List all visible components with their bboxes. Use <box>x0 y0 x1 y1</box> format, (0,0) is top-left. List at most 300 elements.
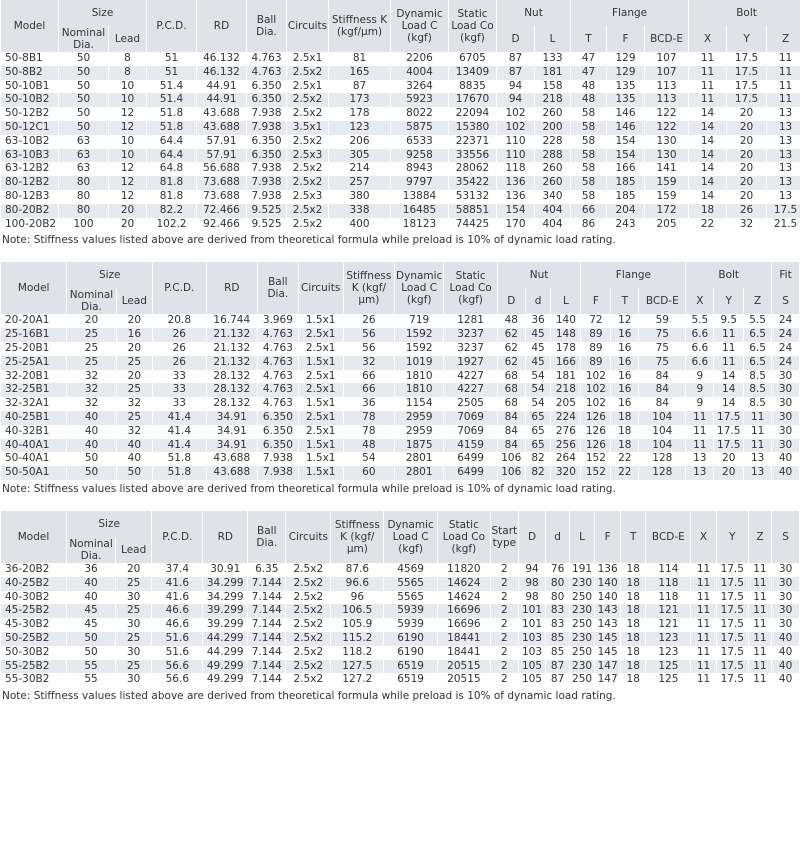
value-cell: 24 <box>772 328 800 342</box>
value-cell: 30 <box>772 425 800 439</box>
value-cell: 13884 <box>391 190 449 204</box>
value-cell: 9 <box>686 383 714 397</box>
value-cell: 62 <box>497 356 525 370</box>
value-cell: 57.91 <box>197 135 247 149</box>
value-cell: 21.132 <box>206 342 257 356</box>
value-cell: 230 <box>569 660 595 674</box>
value-cell: 83 <box>546 618 569 632</box>
value-cell: 84 <box>639 383 686 397</box>
value-cell: 51.8 <box>153 452 207 466</box>
value-cell: 2.5x2 <box>287 162 329 176</box>
value-cell: 2801 <box>395 466 444 480</box>
value-cell: 7.938 <box>258 452 299 466</box>
value-cell: 185 <box>607 176 645 190</box>
value-cell: 68 <box>497 397 525 411</box>
header-lead: Lead <box>116 537 152 563</box>
value-cell: 123 <box>329 121 391 135</box>
header-circuits: Circuits <box>298 262 343 314</box>
value-cell: 2 <box>491 591 519 605</box>
value-cell: 66 <box>343 383 394 397</box>
value-cell: 10 <box>109 93 147 107</box>
value-cell: 5939 <box>384 618 437 632</box>
value-cell: 21.132 <box>206 356 257 370</box>
value-cell: 9.525 <box>247 218 287 232</box>
header-model: Model <box>1 0 59 52</box>
value-cell: 13 <box>767 121 800 135</box>
value-cell: 17.5 <box>716 604 748 618</box>
value-cell: 145 <box>595 646 621 660</box>
value-cell: 17.5 <box>714 411 744 425</box>
value-cell: 16696 <box>437 618 490 632</box>
value-cell: 57.91 <box>197 149 247 163</box>
value-cell: 11 <box>748 591 771 605</box>
model-cell: 80-20B2 <box>1 204 59 218</box>
value-cell: 7.938 <box>247 121 287 135</box>
value-cell: 10 <box>109 80 147 94</box>
value-cell: 36 <box>67 563 116 577</box>
value-cell: 45 <box>67 604 116 618</box>
value-cell: 11 <box>691 618 717 632</box>
value-cell: 11 <box>744 439 772 453</box>
table-row <box>1 411 800 425</box>
value-cell: 65 <box>525 411 551 425</box>
value-cell: 55 <box>67 673 116 687</box>
value-cell: 16 <box>611 342 639 356</box>
value-cell: 400 <box>329 218 391 232</box>
value-cell: 170 <box>497 218 535 232</box>
value-cell: 43.688 <box>206 466 257 480</box>
value-cell: 2.5x2 <box>286 646 331 660</box>
value-cell: 159 <box>645 176 689 190</box>
value-cell: 11 <box>686 411 714 425</box>
value-cell: 58 <box>571 149 607 163</box>
value-cell: 30 <box>116 646 152 660</box>
value-cell: 2.5x2 <box>286 660 331 674</box>
value-cell: 49.299 <box>203 660 248 674</box>
value-cell: 72.466 <box>197 204 247 218</box>
value-cell: 82.2 <box>147 204 197 218</box>
value-cell: 17.5 <box>716 591 748 605</box>
value-cell: 20 <box>727 135 767 149</box>
value-cell: 18441 <box>437 646 490 660</box>
value-cell: 6519 <box>384 660 437 674</box>
value-cell: 40 <box>116 439 152 453</box>
value-cell: 224 <box>551 411 581 425</box>
value-cell: 44.91 <box>197 80 247 94</box>
value-cell: 12 <box>109 121 147 135</box>
value-cell: 40 <box>772 632 800 646</box>
value-cell: 4569 <box>384 563 437 577</box>
value-cell: 43.688 <box>206 452 257 466</box>
header-pcd: P.C.D. <box>153 262 207 314</box>
ballscrew-spec-table-3 <box>0 511 800 687</box>
value-cell: 260 <box>535 107 571 121</box>
value-cell: 41.6 <box>152 591 203 605</box>
value-cell: 56 <box>343 342 394 356</box>
value-cell: 30 <box>772 383 800 397</box>
value-cell: 15380 <box>449 121 497 135</box>
table-row <box>1 93 800 107</box>
value-cell: 3.969 <box>258 314 299 328</box>
value-cell: 4227 <box>444 383 498 397</box>
value-cell: 58 <box>571 162 607 176</box>
header-dynamic-load: Dynamic Load C (kgf) <box>384 511 437 563</box>
value-cell: 24 <box>772 342 800 356</box>
table-3-note: Note: Stiffness values listed above are derived from theoretical formula while preload is 10% of dynamic load rating. <box>2 690 616 703</box>
value-cell: 126 <box>581 439 611 453</box>
model-cell: 40-30B2 <box>1 591 67 605</box>
value-cell: 5939 <box>384 604 437 618</box>
value-cell: 11 <box>691 660 717 674</box>
value-cell: 104 <box>639 425 686 439</box>
value-cell: 4.763 <box>258 370 299 384</box>
value-cell: 250 <box>569 646 595 660</box>
value-cell: 85 <box>546 646 569 660</box>
header-static-load: Static Load Co (kgf) <box>444 262 498 314</box>
header-nut: Nut <box>497 262 581 288</box>
value-cell: 51 <box>147 52 197 66</box>
value-cell: 41.4 <box>153 439 207 453</box>
value-cell: 2.5x2 <box>287 135 329 149</box>
table-row <box>1 121 800 135</box>
model-cell: 63-10B2 <box>1 135 59 149</box>
value-cell: 20 <box>67 314 116 328</box>
value-cell: 32 <box>343 356 394 370</box>
table-row <box>1 439 800 453</box>
value-cell: 44.91 <box>197 93 247 107</box>
value-cell: 104 <box>639 439 686 453</box>
value-cell: 147 <box>595 673 621 687</box>
header-bolt: Bolt <box>689 0 800 26</box>
value-cell: 22 <box>689 218 727 232</box>
value-cell: 20 <box>116 314 152 328</box>
value-cell: 11 <box>767 93 800 107</box>
value-cell: 8.5 <box>744 370 772 384</box>
value-cell: 30.91 <box>203 563 248 577</box>
value-cell: 154 <box>607 149 645 163</box>
value-cell: 145 <box>595 632 621 646</box>
value-cell: 45 <box>525 342 551 356</box>
value-cell: 33 <box>153 397 207 411</box>
value-cell: 47 <box>571 66 607 80</box>
value-cell: 34.299 <box>203 577 248 591</box>
model-cell: 40-40A1 <box>1 439 67 453</box>
value-cell: 118 <box>497 162 535 176</box>
header-ball-dia: Ball Dia. <box>258 262 299 314</box>
table-row <box>1 646 800 660</box>
value-cell: 14 <box>689 107 727 121</box>
value-cell: 11 <box>686 425 714 439</box>
header-bolt-y: Y <box>727 26 767 52</box>
header-nominal-dia: Nominal Dia. <box>67 288 116 314</box>
header-F: F <box>595 511 621 563</box>
value-cell: 80 <box>546 577 569 591</box>
table-row <box>1 162 800 176</box>
value-cell: 34.299 <box>203 591 248 605</box>
model-cell: 50-8B1 <box>1 52 59 66</box>
value-cell: 18 <box>689 204 727 218</box>
value-cell: 13 <box>767 135 800 149</box>
value-cell: 8 <box>109 66 147 80</box>
value-cell: 4.763 <box>247 52 287 66</box>
value-cell: 6.350 <box>258 439 299 453</box>
value-cell: 11 <box>767 52 800 66</box>
value-cell: 13 <box>767 149 800 163</box>
value-cell: 96.6 <box>331 577 384 591</box>
value-cell: 17.5 <box>716 618 748 632</box>
table-row <box>1 425 800 439</box>
value-cell: 94 <box>518 563 546 577</box>
value-cell: 26 <box>153 328 207 342</box>
table-row <box>1 328 800 342</box>
value-cell: 40 <box>772 660 800 674</box>
value-cell: 6.5 <box>744 356 772 370</box>
value-cell: 320 <box>551 466 581 480</box>
value-cell: 20 <box>727 190 767 204</box>
value-cell: 37.4 <box>152 563 203 577</box>
value-cell: 8.5 <box>744 383 772 397</box>
value-cell: 4159 <box>444 439 498 453</box>
value-cell: 181 <box>551 370 581 384</box>
value-cell: 25 <box>116 356 152 370</box>
value-cell: 2.5x1 <box>298 383 343 397</box>
value-cell: 50 <box>59 93 109 107</box>
header-model: Model <box>1 262 67 314</box>
value-cell: 58 <box>571 107 607 121</box>
model-cell: 50-50A1 <box>1 466 67 480</box>
value-cell: 1281 <box>444 314 498 328</box>
value-cell: 73.688 <box>197 190 247 204</box>
value-cell: 6.35 <box>248 563 286 577</box>
value-cell: 102 <box>581 383 611 397</box>
model-cell: 32-32A1 <box>1 397 67 411</box>
value-cell: 14 <box>689 162 727 176</box>
header-nut-l: L <box>535 26 571 52</box>
model-cell: 25-16B1 <box>1 328 67 342</box>
value-cell: 20515 <box>437 660 490 674</box>
value-cell: 59 <box>639 314 686 328</box>
value-cell: 81.8 <box>147 176 197 190</box>
value-cell: 63 <box>59 149 109 163</box>
table-row <box>1 218 800 232</box>
value-cell: 107 <box>645 66 689 80</box>
value-cell: 32 <box>67 370 116 384</box>
value-cell: 51 <box>147 66 197 80</box>
value-cell: 125 <box>646 660 691 674</box>
header-flange: Flange <box>571 0 689 26</box>
value-cell: 40 <box>67 439 116 453</box>
value-cell: 58 <box>571 176 607 190</box>
value-cell: 39.299 <box>203 604 248 618</box>
header-nut: Nut <box>497 0 571 26</box>
value-cell: 50 <box>59 80 109 94</box>
value-cell: 6.6 <box>686 356 714 370</box>
value-cell: 1592 <box>395 342 444 356</box>
value-cell: 2.5x2 <box>286 604 331 618</box>
value-cell: 18441 <box>437 632 490 646</box>
value-cell: 14624 <box>437 577 490 591</box>
value-cell: 87 <box>329 80 391 94</box>
value-cell: 103 <box>518 632 546 646</box>
value-cell: 7.938 <box>258 466 299 480</box>
value-cell: 107 <box>645 52 689 66</box>
header-S: S <box>772 511 800 563</box>
table-2-note: Note: Stiffness values listed above are derived from theoretical formula while preload is 10% of dynamic load rating. <box>2 482 616 495</box>
value-cell: 56 <box>343 328 394 342</box>
value-cell: 3237 <box>444 328 498 342</box>
value-cell: 58 <box>571 121 607 135</box>
value-cell: 11 <box>691 632 717 646</box>
value-cell: 260 <box>535 176 571 190</box>
header-nominal-dia: Nominal Dia. <box>59 26 109 52</box>
value-cell: 380 <box>329 190 391 204</box>
value-cell: 12 <box>109 162 147 176</box>
value-cell: 11 <box>691 577 717 591</box>
model-cell: 36-20B2 <box>1 563 67 577</box>
header-stiffness: Stiffness K (kgf/μm) <box>331 511 384 563</box>
value-cell: 8 <box>109 52 147 66</box>
value-cell: 82 <box>525 466 551 480</box>
value-cell: 11 <box>748 563 771 577</box>
value-cell: 24 <box>772 356 800 370</box>
value-cell: 18 <box>620 604 646 618</box>
value-cell: 75 <box>639 328 686 342</box>
value-cell: 14 <box>689 121 727 135</box>
table-row <box>1 66 800 80</box>
value-cell: 17670 <box>449 93 497 107</box>
value-cell: 13 <box>686 466 714 480</box>
value-cell: 14 <box>714 383 744 397</box>
value-cell: 7.144 <box>248 660 286 674</box>
value-cell: 250 <box>569 618 595 632</box>
header-flange-t: T <box>571 26 607 52</box>
model-cell: 40-25B2 <box>1 577 67 591</box>
value-cell: 34.91 <box>206 411 257 425</box>
value-cell: 6.350 <box>247 93 287 107</box>
value-cell: 6190 <box>384 646 437 660</box>
value-cell: 9258 <box>391 149 449 163</box>
value-cell: 12 <box>109 190 147 204</box>
value-cell: 2505 <box>444 397 498 411</box>
value-cell: 147 <box>595 660 621 674</box>
table-row <box>1 466 800 480</box>
value-cell: 1810 <box>395 383 444 397</box>
table-row <box>1 356 800 370</box>
value-cell: 32 <box>727 218 767 232</box>
model-cell: 80-12B3 <box>1 190 59 204</box>
value-cell: 48 <box>497 314 525 328</box>
table-row <box>1 618 800 632</box>
value-cell: 4.763 <box>258 356 299 370</box>
header-flange-bcd: BCD-E <box>639 288 686 314</box>
value-cell: 205 <box>645 218 689 232</box>
header-nut-D: D <box>497 288 525 314</box>
value-cell: 166 <box>551 356 581 370</box>
value-cell: 64.8 <box>147 162 197 176</box>
value-cell: 18 <box>620 591 646 605</box>
value-cell: 4.763 <box>258 397 299 411</box>
header-bolt-x: X <box>689 26 727 52</box>
value-cell: 89 <box>581 356 611 370</box>
value-cell: 44.299 <box>203 646 248 660</box>
header-bolt-z: Z <box>744 288 772 314</box>
value-cell: 2959 <box>395 411 444 425</box>
value-cell: 17.5 <box>716 563 748 577</box>
value-cell: 257 <box>329 176 391 190</box>
model-cell: 50-10B1 <box>1 80 59 94</box>
value-cell: 16 <box>611 356 639 370</box>
value-cell: 14624 <box>437 591 490 605</box>
value-cell: 178 <box>329 107 391 121</box>
value-cell: 11 <box>748 646 771 660</box>
value-cell: 11 <box>748 673 771 687</box>
value-cell: 4.763 <box>258 383 299 397</box>
value-cell: 6.350 <box>247 149 287 163</box>
table-row <box>1 176 800 190</box>
value-cell: 72 <box>581 314 611 328</box>
value-cell: 7.144 <box>248 577 286 591</box>
value-cell: 130 <box>645 135 689 149</box>
value-cell: 86 <box>571 218 607 232</box>
value-cell: 102.2 <box>147 218 197 232</box>
value-cell: 30 <box>772 604 800 618</box>
value-cell: 126 <box>581 411 611 425</box>
value-cell: 230 <box>569 604 595 618</box>
value-cell: 2.5x2 <box>287 93 329 107</box>
value-cell: 16485 <box>391 204 449 218</box>
value-cell: 66 <box>571 204 607 218</box>
value-cell: 141 <box>645 162 689 176</box>
value-cell: 80 <box>546 591 569 605</box>
value-cell: 58851 <box>449 204 497 218</box>
value-cell: 1.5x1 <box>298 356 343 370</box>
value-cell: 130 <box>645 149 689 163</box>
value-cell: 17.5 <box>767 204 800 218</box>
value-cell: 25 <box>67 342 116 356</box>
value-cell: 13 <box>767 176 800 190</box>
value-cell: 22 <box>611 452 639 466</box>
value-cell: 2.5x2 <box>286 632 331 646</box>
header-rd: RD <box>197 0 247 52</box>
value-cell: 7.144 <box>248 618 286 632</box>
value-cell: 18 <box>620 673 646 687</box>
value-cell: 21.5 <box>767 218 800 232</box>
value-cell: 20 <box>727 121 767 135</box>
value-cell: 121 <box>646 604 691 618</box>
value-cell: 101 <box>518 604 546 618</box>
value-cell: 230 <box>569 577 595 591</box>
table-row <box>1 452 800 466</box>
value-cell: 24 <box>772 314 800 328</box>
value-cell: 3.5x1 <box>287 121 329 135</box>
value-cell: 87 <box>546 660 569 674</box>
value-cell: 89 <box>581 328 611 342</box>
value-cell: 173 <box>329 93 391 107</box>
value-cell: 140 <box>551 314 581 328</box>
model-cell: 63-12B2 <box>1 162 59 176</box>
value-cell: 39.299 <box>203 618 248 632</box>
table-row <box>1 673 800 687</box>
value-cell: 92.466 <box>197 218 247 232</box>
value-cell: 28.132 <box>206 370 257 384</box>
table-row <box>1 563 800 577</box>
value-cell: 2.5x1 <box>287 52 329 66</box>
value-cell: 6.6 <box>686 342 714 356</box>
value-cell: 6.350 <box>258 425 299 439</box>
value-cell: 16 <box>611 328 639 342</box>
value-cell: 181 <box>535 66 571 80</box>
value-cell: 118 <box>646 591 691 605</box>
